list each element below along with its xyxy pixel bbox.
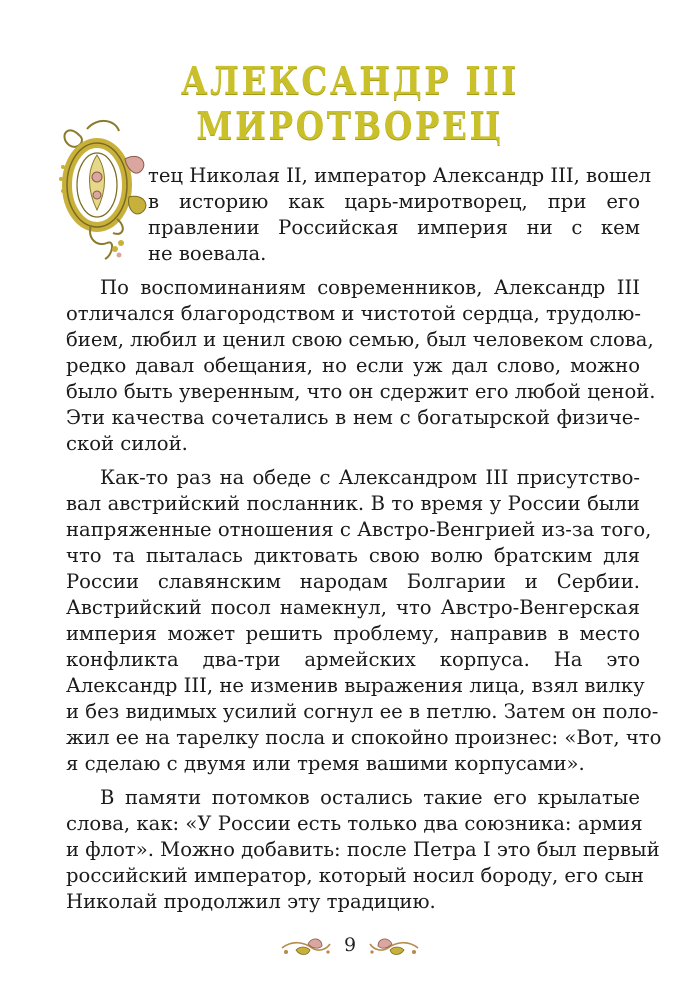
text-line: и без видимых усилий согнул ее в петлю. Затем он поло- bbox=[66, 700, 659, 723]
text-line: слова, как: «У России есть только два союзника: армия bbox=[66, 812, 643, 835]
text-line: в историю как царь-миротворец, при его bbox=[148, 190, 640, 213]
text-line: что та пыталась диктовать свою волю братским для bbox=[66, 544, 640, 567]
text-line: было быть уверенным, что он сдержит его любой ценой. bbox=[66, 380, 656, 403]
page-number: 9 bbox=[343, 934, 357, 956]
floral-ornament-left-icon bbox=[278, 934, 334, 960]
text-line: Как-то раз на обеде с Александром III присутство- bbox=[100, 466, 640, 489]
chapter-title: АЛЕКСАНДР III МИРОТВОРЕЦ bbox=[180, 58, 520, 148]
text-line: тец Николая II, император Александр III, вошел bbox=[148, 164, 652, 187]
text-line: Эти качества сочетались в нем с богатырской физиче- bbox=[66, 406, 640, 429]
text-line: конфликта два-три армейских корпуса. На это bbox=[66, 648, 640, 671]
text-line: Александр III, не изменив выражения лица, взял вилку bbox=[66, 674, 645, 697]
text-line: По воспоминаниям современников, Александр III bbox=[100, 276, 640, 299]
paragraph-gap bbox=[66, 777, 640, 785]
text-line: ской силой. bbox=[66, 432, 188, 455]
text-line: напряженные отношения с Австро-Венгрией из-за того, bbox=[66, 518, 652, 541]
text-line: вал австрийский посланник. В то время у России были bbox=[66, 492, 640, 515]
text-line: бием, любил и ценил свою семью, был человеком слова, bbox=[66, 328, 654, 351]
text-line: империя может решить проблему, направив в место bbox=[66, 622, 640, 645]
dropcap-letter: О bbox=[97, 100, 111, 119]
paragraph bbox=[66, 465, 662, 777]
paragraph-gap bbox=[66, 267, 640, 275]
text-line: России славянским народам Болгарии и Сербии. bbox=[66, 570, 640, 593]
page-footer bbox=[0, 928, 700, 968]
text-line: жил ее на тарелку посла и спокойно произнес: «Вот, что bbox=[66, 726, 662, 749]
text-line: Николай продолжил эту традицию. bbox=[66, 890, 436, 913]
text-line: и флот». Можно добавить: после Петра I это был первый bbox=[66, 838, 660, 861]
text-line: российский император, который носил бороду, его сын bbox=[66, 864, 644, 887]
text-line: В памяти потомков остались такие его крылатые bbox=[100, 786, 640, 809]
paragraph-gap bbox=[66, 457, 640, 465]
text-line: не воевала. bbox=[148, 242, 267, 265]
text-line: отличался благородством и чистотой сердца, трудолю- bbox=[66, 302, 641, 325]
body-text bbox=[66, 163, 662, 915]
text-line: Австрийский посол намекнул, что Австро-Венгерская bbox=[66, 596, 640, 619]
text-line: редко давал обещания, но если уж дал слово, можно bbox=[66, 354, 640, 377]
floral-ornament-right-icon bbox=[366, 934, 422, 960]
text-line: я сделаю с двумя или тремя вашими корпусами». bbox=[66, 752, 585, 775]
paragraph bbox=[66, 163, 652, 267]
paragraph bbox=[66, 785, 660, 915]
paragraph bbox=[66, 275, 656, 457]
text-line: правлении Российская империя ни с кем bbox=[148, 216, 640, 239]
